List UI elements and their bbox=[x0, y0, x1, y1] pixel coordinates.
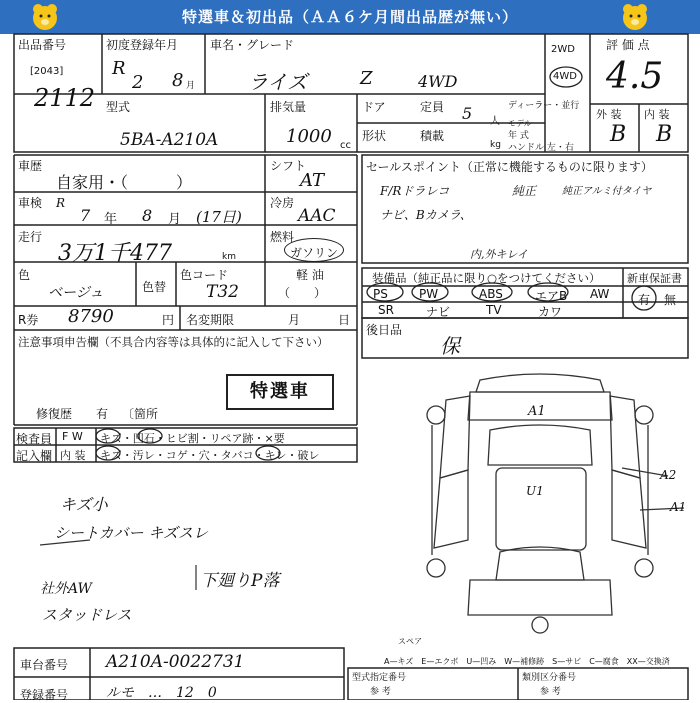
note-seat-cover: シートカバー キズスレ bbox=[54, 524, 209, 542]
interior-grade: B bbox=[656, 122, 673, 147]
two-wd-label: 2WD bbox=[551, 44, 575, 55]
entry-label: 記入欄 bbox=[16, 449, 53, 463]
ac-label: 冷房 bbox=[270, 196, 295, 210]
door-label: ドア bbox=[362, 100, 386, 114]
color-code-label: 色コード bbox=[180, 268, 229, 282]
ac-value: AAC bbox=[298, 206, 336, 226]
fuel-circle bbox=[284, 238, 344, 262]
sales-point-navi: ナビ、Bカメラ、 bbox=[380, 208, 472, 222]
lot-number: 2112 bbox=[34, 84, 96, 112]
registration-value: ルモ … 12 0 bbox=[106, 685, 217, 701]
interior-entry-label: 内 装 bbox=[60, 449, 86, 462]
repair-history-value: 有 bbox=[96, 407, 109, 421]
interior-options: キズ・汚レ・コゲ・穴・タバコ・キレ・破レ bbox=[100, 449, 320, 462]
note-scratch-small: キズ小 bbox=[60, 495, 108, 514]
first-reg-month: 8 bbox=[172, 70, 184, 91]
color-code-value: T32 bbox=[206, 282, 239, 302]
name-change-label: 名変期限 bbox=[186, 313, 235, 327]
damage-legend: A—キズ E—エクボ U—凹み W—補修跡 S—サビ C—腐食 XX—交換済 bbox=[384, 657, 670, 666]
spare-label: スペア bbox=[398, 637, 422, 646]
sales-point-clean: 内,外キレイ bbox=[470, 248, 528, 261]
interior-label: 内 装 bbox=[644, 108, 670, 121]
sales-point-genuine: 純正 bbox=[512, 184, 537, 198]
model-label: 型式 bbox=[106, 100, 131, 114]
inspection-day: (17日) bbox=[196, 208, 242, 226]
score-value: 4.5 bbox=[606, 56, 664, 97]
load-label: 積載 bbox=[420, 129, 445, 143]
equip-abs: ABS bbox=[479, 287, 503, 301]
exterior-grade: B bbox=[610, 122, 627, 147]
name-change-month: 月 bbox=[288, 313, 301, 327]
chassis-label: 車台番号 bbox=[20, 658, 69, 672]
class-number-label: 類別区分番号 bbox=[522, 673, 577, 683]
registration-label: 登録番号 bbox=[20, 688, 69, 702]
capacity-value: 5 bbox=[462, 104, 473, 123]
model-year-label: モデル bbox=[508, 119, 532, 128]
sales-point-wheels: 純正アルミ付タイヤ bbox=[562, 186, 652, 197]
shift-value: AT bbox=[300, 170, 325, 191]
first-reg-month-unit: 月 bbox=[186, 81, 196, 91]
new-cert-label: 新車保証書 bbox=[627, 272, 682, 285]
note-aftermarket-wheels: 社外AW bbox=[40, 581, 92, 597]
equipment-label: 装備品（純正品に限り○をつけてください） bbox=[372, 271, 601, 285]
equip-ps: PS bbox=[373, 287, 388, 301]
first-reg-label: 初度登録年月 bbox=[106, 38, 179, 52]
recycle-label: R券 bbox=[18, 313, 39, 327]
damage-a2: A2 bbox=[660, 468, 677, 482]
exterior-label: 外 装 bbox=[596, 108, 622, 121]
car-name: ライズ bbox=[248, 70, 308, 94]
capacity-unit: 人 bbox=[490, 116, 500, 127]
chassis-value: A210A-0022731 bbox=[106, 652, 245, 672]
color-change-label: 色替 bbox=[142, 280, 167, 294]
equip-pw: PW bbox=[419, 287, 439, 301]
fw-label: F W bbox=[62, 430, 83, 443]
type-cert-ref: 参 考 bbox=[370, 687, 391, 697]
first-reg-year: 2 bbox=[132, 72, 144, 93]
notes-label: 注意事項申告欄（不具合内容等は具体的に記入して下さい） bbox=[18, 335, 329, 349]
sales-point-label: セールスポイント（正常に機能するものに限ります） bbox=[366, 160, 653, 174]
color-value: ベージュ bbox=[48, 285, 104, 301]
note-studless: スタッドレス bbox=[42, 606, 132, 624]
cert-no: 無 bbox=[664, 293, 677, 307]
displacement-unit: cc bbox=[340, 140, 351, 151]
history-label: 車歴 bbox=[18, 159, 43, 173]
shape-label: 形状 bbox=[362, 129, 387, 143]
car-diagram bbox=[427, 374, 687, 633]
equip-airbag: エアB bbox=[535, 289, 568, 303]
damage-a1-side: A1 bbox=[670, 500, 687, 514]
color-label: 色 bbox=[18, 268, 31, 282]
damage-a1-top: A1 bbox=[528, 404, 546, 419]
equip-leather: カワ bbox=[538, 305, 563, 319]
mileage-label: 走行 bbox=[18, 230, 43, 244]
later-items-label: 後日品 bbox=[366, 323, 403, 337]
equip-sr: SR bbox=[378, 303, 394, 317]
history-value: 自家用・（ ） bbox=[56, 173, 193, 192]
model-value: 5BA-A210A bbox=[120, 130, 219, 150]
score-label: 評 価 点 bbox=[606, 38, 650, 52]
special-selection-stamp: 特選車 bbox=[226, 374, 334, 410]
car-name-label: 車名・グレード bbox=[210, 38, 295, 52]
repair-spot-label: 〔箇所 bbox=[122, 407, 159, 421]
fuel-other: （ ） bbox=[278, 286, 327, 300]
displacement-value: 1000 bbox=[286, 126, 332, 147]
fuel-diesel: 軽 油 bbox=[296, 268, 324, 282]
inspection-label: 車検 bbox=[18, 196, 43, 210]
car-drive: 4WD bbox=[418, 72, 458, 91]
equip-aw: AW bbox=[590, 287, 610, 301]
equip-tv: TV bbox=[486, 303, 502, 317]
recycle-unit: 円 bbox=[162, 313, 175, 327]
year-label: 年 式 bbox=[508, 131, 529, 141]
inspection-year-unit: 年 bbox=[104, 212, 118, 227]
cert-yes: 有 bbox=[638, 293, 651, 307]
mileage-value: 3万1千477 bbox=[58, 241, 172, 266]
damage-u1: U1 bbox=[526, 484, 544, 498]
recycle-value: 8790 bbox=[68, 306, 114, 327]
inspection-month-unit: 月 bbox=[168, 212, 182, 227]
name-change-day: 日 bbox=[338, 313, 351, 327]
class-number-ref: 参 考 bbox=[540, 687, 561, 697]
dealer-label: ディーラー・並行 bbox=[508, 101, 580, 111]
fw-options: キズ・凹石・ヒビ割・リペア跡・×要 bbox=[100, 432, 285, 445]
type-cert-label: 型式指定番号 bbox=[352, 673, 407, 683]
lot-label: 出品番号 bbox=[18, 38, 67, 52]
handle-label: ハンドル 左・右 bbox=[508, 143, 574, 153]
later-items-value: 保 bbox=[440, 334, 460, 358]
four-wd-label: 4WD bbox=[553, 71, 577, 82]
first-reg-era: R bbox=[112, 58, 126, 79]
fuel-gasoline: ガソリン bbox=[290, 246, 339, 260]
load-unit: kg bbox=[490, 140, 501, 150]
car-grade: Z bbox=[360, 68, 373, 89]
capacity-label: 定員 bbox=[420, 100, 445, 114]
note-underbody: 下廻りP落 bbox=[200, 571, 280, 591]
banner-title: 特選車＆初出品（ＡＡ６ケ月間出品歴が無い） bbox=[181, 8, 518, 26]
inspection-month: 8 bbox=[142, 206, 153, 225]
repair-history-label: 修復歴 bbox=[36, 407, 73, 421]
inspector-label: 検査員 bbox=[16, 432, 53, 446]
inspection-era: R bbox=[56, 196, 66, 210]
fuel-label: 燃料 bbox=[270, 230, 295, 244]
equip-navi: ナビ bbox=[426, 305, 451, 319]
shift-label: シフト bbox=[270, 159, 307, 173]
inspection-year: 7 bbox=[80, 206, 91, 225]
sales-point-dashcam: F/Rドラレコ bbox=[380, 184, 450, 198]
lot-code: [2043] bbox=[30, 66, 64, 77]
displacement-label: 排気量 bbox=[270, 100, 307, 114]
mileage-unit: km bbox=[222, 252, 236, 262]
